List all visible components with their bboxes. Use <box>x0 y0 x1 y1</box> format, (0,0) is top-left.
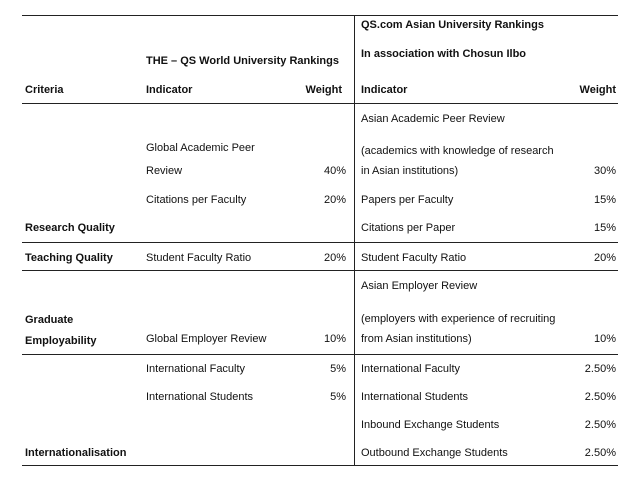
qs-peer-review-line-2: (academics with knowledge of research <box>361 145 554 157</box>
the-peer-review-weight: 40% <box>323 165 346 177</box>
qs-employer-review-line-1: Asian Employer Review <box>361 280 478 292</box>
criteria-teaching-quality: Teaching Quality <box>25 252 113 264</box>
qs-ranking-subtitle: In association with Chosun Ilbo <box>361 48 527 60</box>
the-student-faculty-ratio: Student Faculty Ratio <box>146 252 252 264</box>
qs-int-faculty-weight: 2.50% <box>584 363 616 375</box>
the-citations-weight: 20% <box>323 194 346 206</box>
qs-employer-review-line-2: (employers with experience of recruiting <box>361 313 556 325</box>
employability-rule <box>22 354 618 355</box>
top-rule <box>22 15 618 16</box>
the-citations-per-faculty: Citations per Faculty <box>146 194 247 206</box>
criteria-research-quality: Research Quality <box>25 222 115 234</box>
the-international-students: International Students <box>146 391 254 403</box>
qs-citations-weight: 15% <box>593 222 616 234</box>
qs-weight-header: Weight <box>579 84 616 96</box>
qs-papers-per-faculty: Papers per Faculty <box>361 194 454 206</box>
header-rule <box>22 103 618 104</box>
the-employer-weight: 10% <box>323 333 346 345</box>
qs-papers-weight: 15% <box>593 194 616 206</box>
the-int-students-weight: 5% <box>330 391 346 403</box>
criteria-employability: Employability <box>25 335 97 347</box>
the-global-employer-review: Global Employer Review <box>146 333 267 345</box>
qs-peer-review-weight: 30% <box>593 165 616 177</box>
qs-international-students: International Students <box>361 391 469 403</box>
criteria-internationalisation: Internationalisation <box>25 447 127 459</box>
qs-employer-weight: 10% <box>593 333 616 345</box>
criteria-header: Criteria <box>25 84 64 96</box>
qs-inbound-weight: 2.50% <box>584 419 616 431</box>
qs-int-students-weight: 2.50% <box>584 391 616 403</box>
qs-outbound-weight: 2.50% <box>584 447 616 459</box>
qs-student-faculty-ratio: Student Faculty Ratio <box>361 252 467 264</box>
qs-ranking-title: QS.com Asian University Rankings <box>361 19 544 31</box>
qs-citations-per-paper: Citations per Paper <box>361 222 456 234</box>
the-int-faculty-weight: 5% <box>330 363 346 375</box>
the-indicator-header: Indicator <box>146 84 193 96</box>
qs-peer-review-line-1: Asian Academic Peer Review <box>361 113 505 125</box>
the-peer-review-line-2: Review <box>146 165 183 177</box>
qs-employer-review-line-3: from Asian institutions) <box>361 333 472 345</box>
qs-indicator-header: Indicator <box>361 84 408 96</box>
criteria-graduate: Graduate <box>25 314 74 326</box>
qs-inbound-exchange-students: Inbound Exchange Students <box>361 419 500 431</box>
qs-outbound-exchange-students: Outbound Exchange Students <box>361 447 508 459</box>
the-international-faculty: International Faculty <box>146 363 246 375</box>
the-sfr-weight: 20% <box>323 252 346 264</box>
the-peer-review-line-1: Global Academic Peer <box>146 142 255 154</box>
qs-peer-review-line-3: in Asian institutions) <box>361 165 459 177</box>
qs-international-faculty: International Faculty <box>361 363 461 375</box>
the-ranking-title: THE – QS World University Rankings <box>146 55 339 67</box>
bottom-rule <box>22 465 618 466</box>
the-weight-header: Weight <box>305 84 342 96</box>
research-rule <box>22 242 618 243</box>
teaching-rule <box>22 270 618 271</box>
column-divider <box>354 15 355 465</box>
qs-sfr-weight: 20% <box>593 252 616 264</box>
